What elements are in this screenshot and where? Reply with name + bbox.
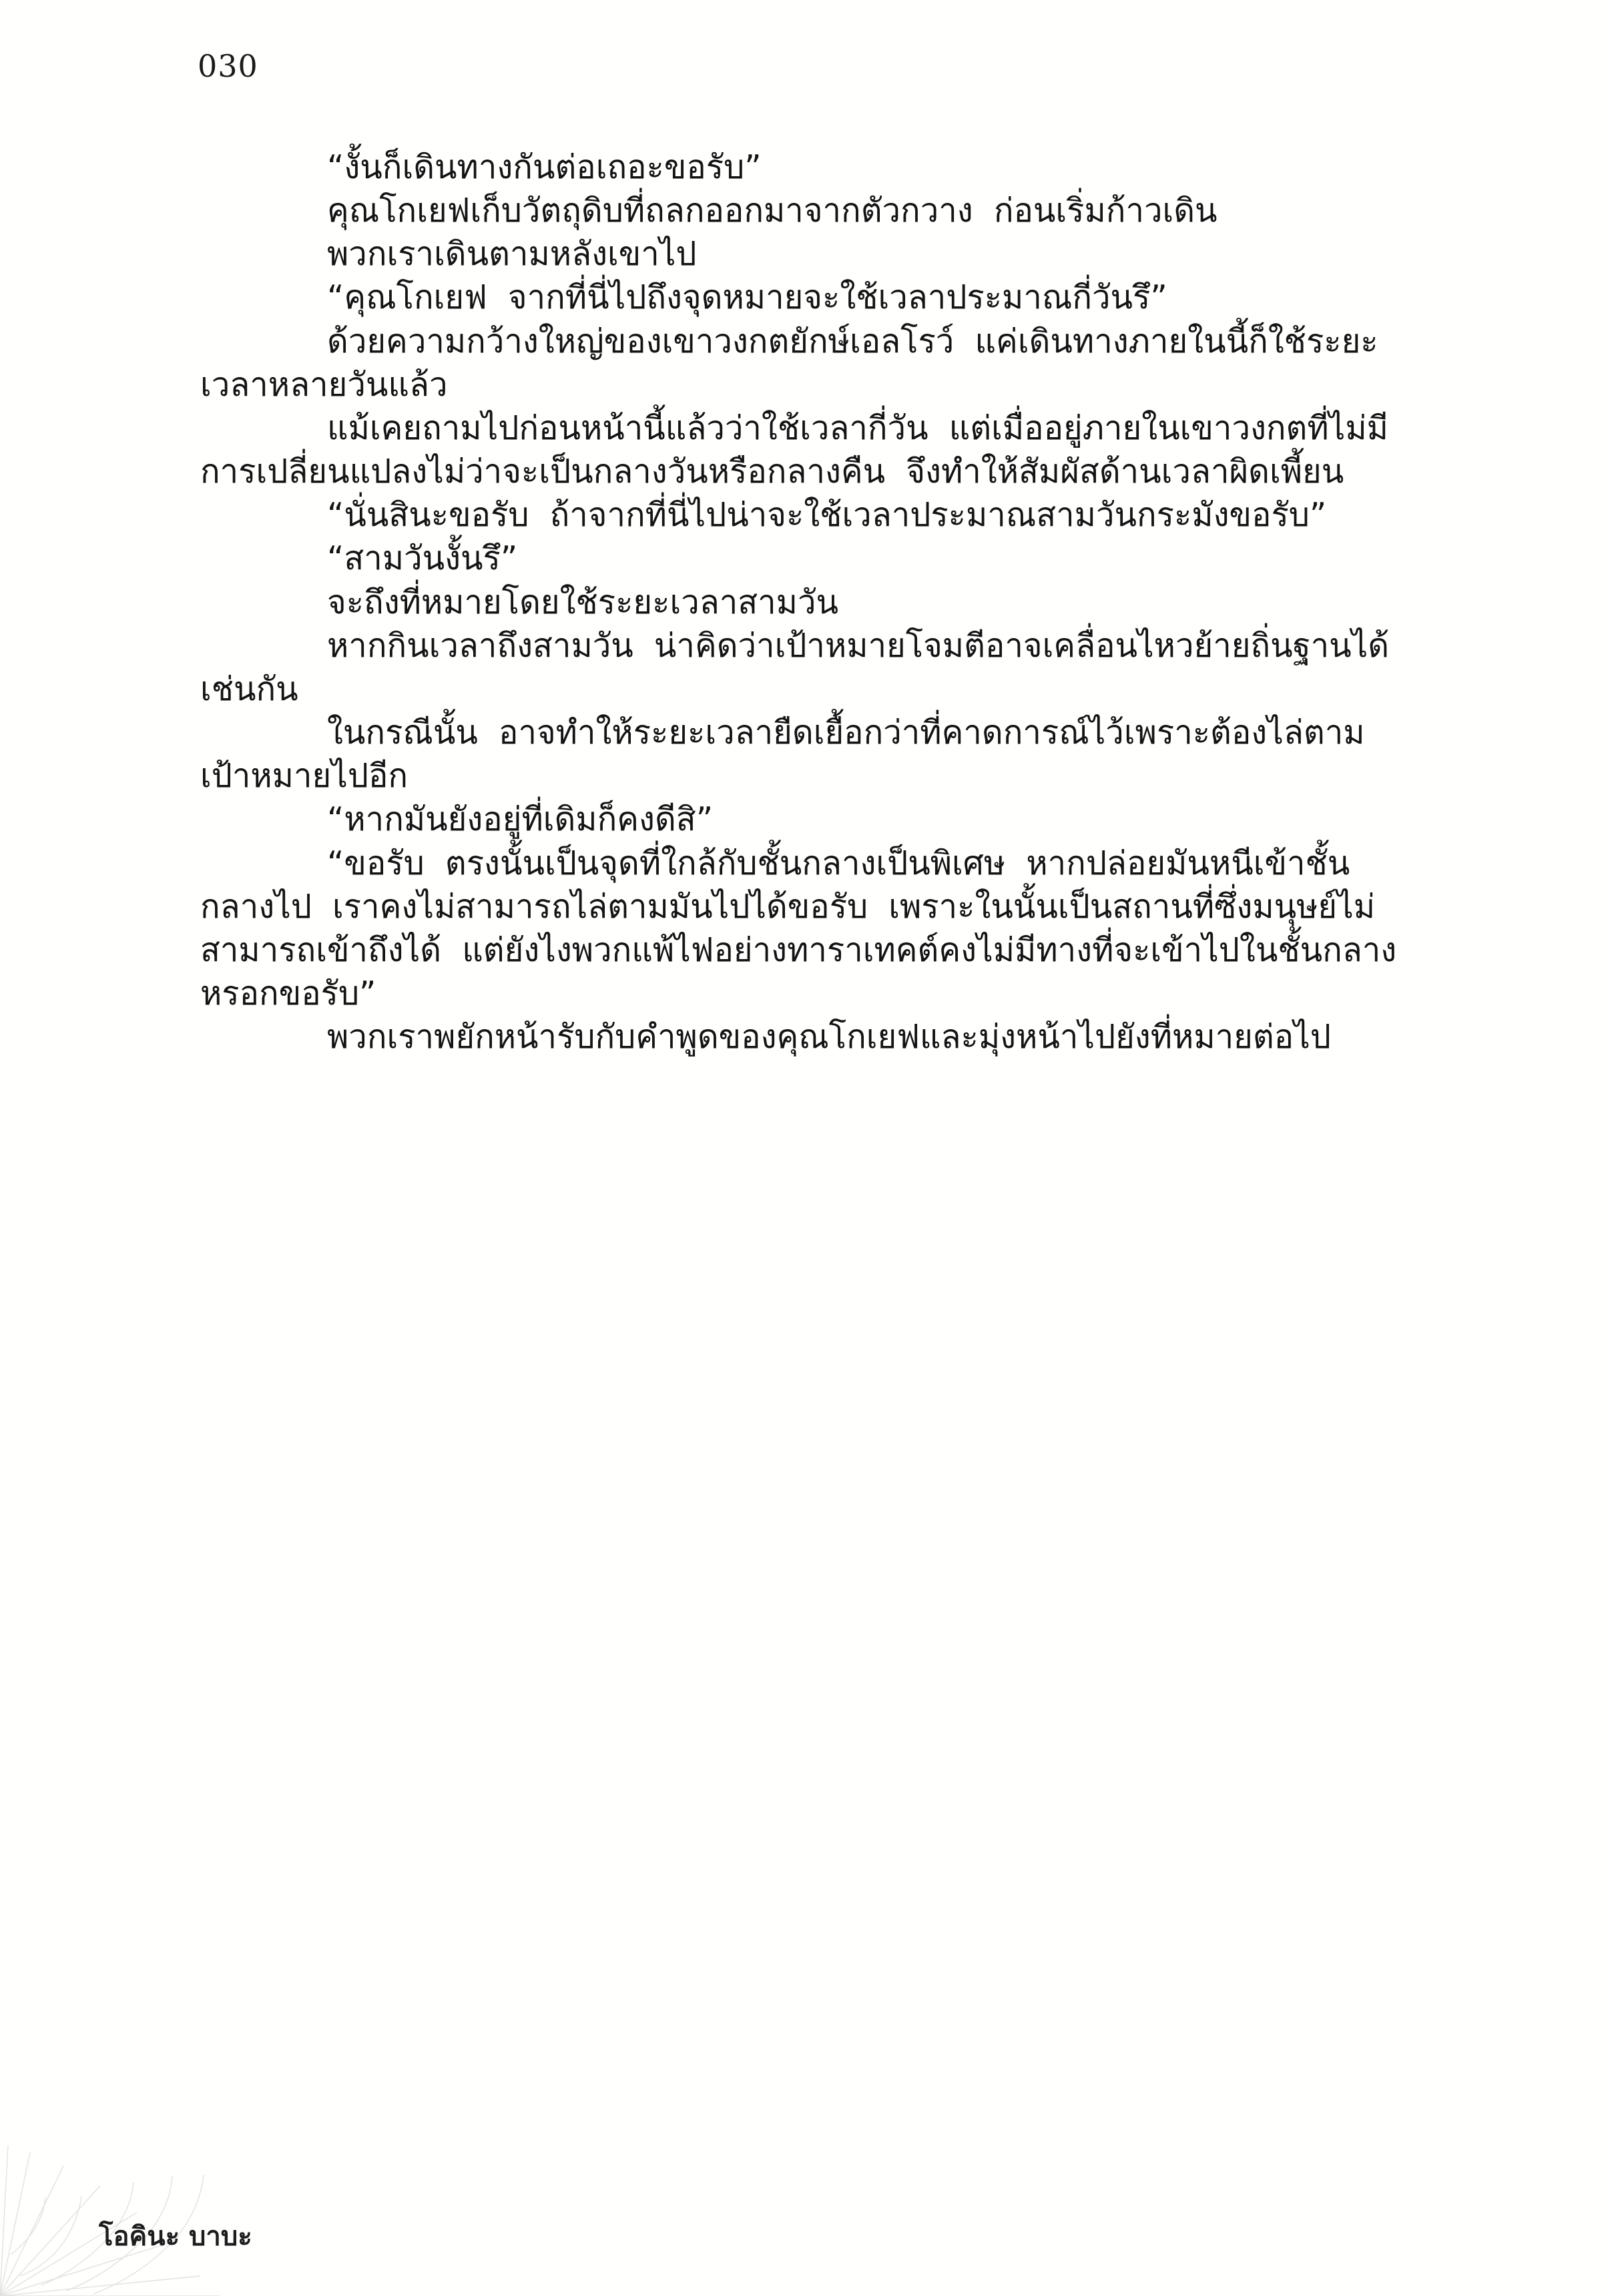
paragraph: หากกินเวลาถึงสามวัน น่าคิดว่าเป้าหมายโจมตีอาจเคลื่อนไหวย้ายถิ่นฐานได้เช่นกัน [200, 626, 1390, 708]
paragraph: ด้วยความกว้างใหญ่ของเขาวงกตยักษ์เอลโรว์ แค่เดินทางภายในนี้ก็ใช้ระยะเวลาหลายวันแล้ว [200, 322, 1378, 404]
paragraph: “หากมันยังอยู่ที่เดิมก็คงดีสิ” [327, 800, 714, 839]
paragraph: พวกเราเดินตามหลังเขาไป [327, 235, 697, 274]
page-number: 030 [198, 48, 258, 84]
body-text-block [200, 146, 1398, 1059]
paragraph: พวกเราพยักหน้ารับกับคำพูดของคุณโกเยฟและมุ่งหน้าไปยังที่หมายต่อไป [327, 1018, 1331, 1057]
paragraph: “สามวันงั้นรึ” [327, 539, 518, 578]
paragraph: แม้เคยถามไปก่อนหน้านี้แล้วว่าใช้เวลากี่วัน แต่เมื่ออยู่ภายในเขาวงกตที่ไม่มีการเปลี่ยนแปลงไม่ว่าจะเป็นกลางวันหรือกลางคืน จึงทำให้สัมผัสด้านเวลาผิดเพี้ยน [200, 408, 1388, 491]
paragraph: ในกรณีนั้น อาจทำให้ระยะเวลายืดเยื้อกว่าที่คาดการณ์ไว้เพราะต้องไล่ตามเป้าหมายไปอีก [200, 713, 1365, 796]
paragraph: “คุณโกเยฟ จากที่นี่ไปถึงจุดหมายจะใช้เวลาประมาณกี่วันรึ” [327, 278, 1167, 317]
paragraph: “ขอรับ ตรงนั้นเป็นจุดที่ใกล้กับชั้นกลางเป็นพิเศษ หากปล่อยมันหนีเข้าชั้นกลางไป เราคงไม่สามารถไล่ตามมันไปได้ขอรับ เพราะในนั้นเป็นสถานที่ซึ่งมนุษย์ไม่สามารถเข้าถึงได้ แต่ยังไงพวกแพ้ไฟอย่างทาราเทคต์คงไม่มีทางที่จะเข้าไปในชั้นกลางหรอกขอรับ” [200, 844, 1397, 1013]
spider-web-decoration [0, 2076, 220, 2296]
paragraph: จะถึงที่หมายโดยใช้ระยะเวลาสามวัน [327, 583, 838, 621]
paragraph: คุณโกเยฟเก็บวัตถุดิบที่ถลกออกมาจากตัวกวาง ก่อนเริ่มก้าวเดิน [327, 192, 1218, 230]
paragraph: “งั้นก็เดินทางกันต่อเถอะขอรับ” [327, 148, 762, 186]
paragraph: “นั่นสินะขอรับ ถ้าจากที่นี่ไปน่าจะใช้เวลาประมาณสามวันกระมังขอรับ” [327, 496, 1327, 535]
footer-author: โอคินะ บาบะ [99, 2221, 252, 2252]
